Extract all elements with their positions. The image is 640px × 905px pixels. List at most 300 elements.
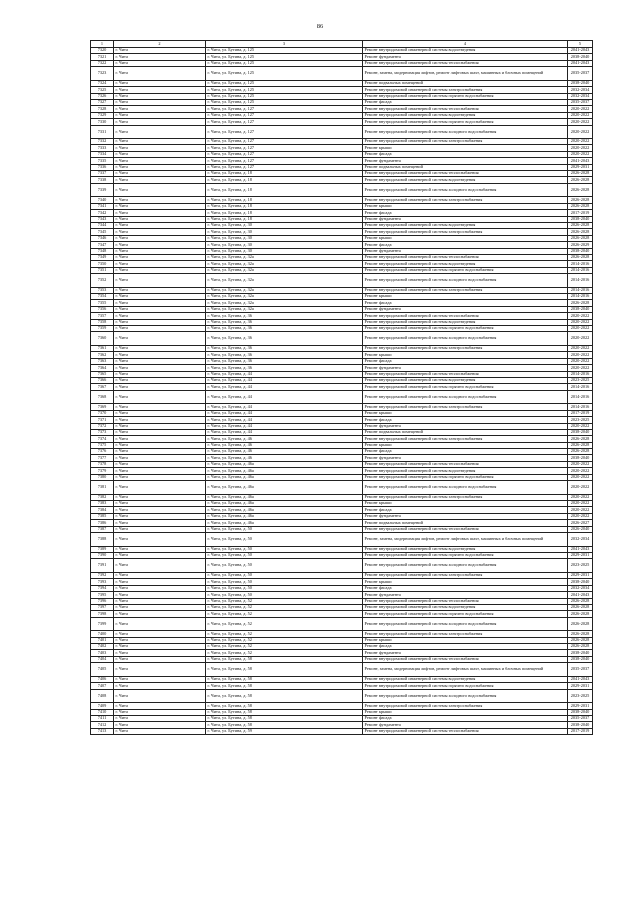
address-cell: г. Чита, ул. Бутина, д. 36 xyxy=(206,365,363,371)
locality-cell: г. Чита xyxy=(114,631,206,637)
row-number-cell: 7384 xyxy=(91,507,114,513)
locality-cell: г. Чита xyxy=(114,48,206,54)
period-cell: 2014-2016 xyxy=(568,404,593,410)
row-number-cell: 7331 xyxy=(91,125,114,139)
locality-cell: г. Чита xyxy=(114,319,206,325)
locality-cell: г. Чита xyxy=(114,384,206,390)
work-type-cell: Ремонт фасада xyxy=(363,449,568,455)
period-cell: 2020-2022 xyxy=(568,139,593,145)
address-cell: г. Чита, ул. Бутина, д. 58 xyxy=(206,703,363,709)
address-cell: г. Чита, ул. Бутина, д. 18 xyxy=(206,210,363,216)
work-type-cell: Ремонт фасада xyxy=(363,300,568,306)
period-cell: 2026-2028 xyxy=(568,436,593,442)
row-number-cell: 7370 xyxy=(91,410,114,416)
address-cell: г. Чита, ул. Бутина, д. 18 xyxy=(206,203,363,209)
locality-cell: г. Чита xyxy=(114,377,206,383)
row-number-cell: 7355 xyxy=(91,300,114,306)
work-type-cell: Ремонт внутридомовой инженерной системы горячего водоснабжения xyxy=(363,552,568,558)
address-cell: г. Чита, ул. Бутина, д. 32а xyxy=(206,287,363,293)
locality-cell: г. Чита xyxy=(114,592,206,598)
repair-schedule-table xyxy=(90,40,593,735)
work-type-cell: Ремонт внутридомовой инженерной системы электроснабжения xyxy=(363,436,568,442)
period-cell: 2020-2022 xyxy=(568,423,593,429)
period-cell: 2026-2028 xyxy=(568,598,593,604)
address-cell: г. Чита, ул. Бутина, д. 44 xyxy=(206,377,363,383)
address-cell: г. Чита, ул. Бутина, д. 59 xyxy=(206,728,363,734)
work-type-cell: Ремонт крыши xyxy=(363,501,568,507)
work-type-cell: Ремонт внутридомовой инженерной системы водоотведения xyxy=(363,222,568,228)
locality-cell: г. Чита xyxy=(114,80,206,86)
period-cell: 2020-2022 xyxy=(568,501,593,507)
locality-cell: г. Чита xyxy=(114,216,206,222)
work-type-cell: Ремонт внутридомовой инженерной системы электроснабжения xyxy=(363,631,568,637)
address-cell: г. Чита, ул. Бутина, д. 58 xyxy=(206,722,363,728)
period-cell: 2035-2037 xyxy=(568,715,593,721)
address-cell: г. Чита, ул. Бутина, д. 52 xyxy=(206,598,363,604)
row-number-cell: 7378 xyxy=(91,461,114,467)
address-cell: г. Чита, ул. Бутина, д. 52 xyxy=(206,611,363,617)
locality-cell: г. Чита xyxy=(114,417,206,423)
work-type-cell: Ремонт крыши xyxy=(363,294,568,300)
locality-cell: г. Чита xyxy=(114,294,206,300)
locality-cell: г. Чита xyxy=(114,164,206,170)
address-cell: г. Чита, ул. Бутина, д. 50 xyxy=(206,579,363,585)
row-number-cell: 7347 xyxy=(91,242,114,248)
period-cell: 2038-2040 xyxy=(568,650,593,656)
address-cell: г. Чита, ул. Бутина, д. 46 xyxy=(206,436,363,442)
address-cell: г. Чита, ул. Бутина, д. 18 xyxy=(206,216,363,222)
locality-cell: г. Чита xyxy=(114,151,206,157)
row-number-cell: 7351 xyxy=(91,267,114,273)
period-cell: 2020-2022 xyxy=(568,112,593,118)
locality-cell: г. Чита xyxy=(114,99,206,105)
period-cell: 2026-2040 xyxy=(568,526,593,532)
row-number-cell: 7327 xyxy=(91,99,114,105)
work-type-cell: Ремонт крыши xyxy=(363,579,568,585)
locality-cell: г. Чита xyxy=(114,455,206,461)
period-cell: 2020-2022 xyxy=(568,358,593,364)
row-number-cell: 7395 xyxy=(91,592,114,598)
address-cell: г. Чита, ул. Бутина, д. 32а xyxy=(206,254,363,260)
period-cell: 2029-2031 xyxy=(568,703,593,709)
row-number-cell: 7377 xyxy=(91,455,114,461)
address-cell: г. Чита, ул. Бутина, д. 52 xyxy=(206,650,363,656)
work-type-cell: Ремонт внутридомовой инженерной системы водоотведения xyxy=(363,112,568,118)
row-number-cell: 7339 xyxy=(91,183,114,197)
period-cell: 2026-2028 xyxy=(568,637,593,643)
work-type-cell: Ремонт внутридомовой инженерной системы водоотведения xyxy=(363,319,568,325)
locality-cell: г. Чита xyxy=(114,703,206,709)
period-cell: 2041-2043 xyxy=(568,60,593,66)
address-cell: г. Чита, ул. Бутина, д. 46а xyxy=(206,494,363,500)
period-cell: 2032-2034 xyxy=(568,87,593,93)
period-cell: 2026-2028 xyxy=(568,203,593,209)
work-type-cell: Ремонт крыши xyxy=(363,637,568,643)
locality-cell: г. Чита xyxy=(114,229,206,235)
work-type-cell: Ремонт внутридомовой инженерной системы электроснабжения xyxy=(363,287,568,293)
table-row xyxy=(91,728,593,734)
row-number-cell: 7410 xyxy=(91,709,114,715)
row-number-cell: 7321 xyxy=(91,54,114,60)
period-cell: 2020-2022 xyxy=(568,326,593,332)
column-header: 1 xyxy=(91,41,114,48)
work-type-cell: Ремонт внутридомовой инженерной системы водоотведения xyxy=(363,261,568,267)
locality-cell: г. Чита xyxy=(114,494,206,500)
address-cell: г. Чита, ул. Бутина, д. 52 xyxy=(206,644,363,650)
row-number-cell: 7357 xyxy=(91,313,114,319)
locality-cell: г. Чита xyxy=(114,210,206,216)
row-number-cell: 7354 xyxy=(91,294,114,300)
locality-cell: г. Чита xyxy=(114,371,206,377)
address-cell: г. Чита, ул. Бутина, д. 58 xyxy=(206,676,363,682)
row-number-cell: 7358 xyxy=(91,319,114,325)
row-number-cell: 7399 xyxy=(91,617,114,631)
locality-cell: г. Чита xyxy=(114,60,206,66)
row-number-cell: 7345 xyxy=(91,229,114,235)
address-cell: г. Чита, ул. Бутина, д. 46а xyxy=(206,474,363,480)
work-type-cell: Ремонт фундамента xyxy=(363,423,568,429)
row-number-cell: 7381 xyxy=(91,481,114,495)
locality-cell: г. Чита xyxy=(114,197,206,203)
locality-cell: г. Чита xyxy=(114,683,206,689)
row-number-cell: 7404 xyxy=(91,656,114,662)
row-number-cell: 7337 xyxy=(91,171,114,177)
row-number-cell: 7356 xyxy=(91,306,114,312)
work-type-cell: Ремонт внутридомовой инженерной системы водоотведения xyxy=(363,177,568,183)
row-number-cell: 7380 xyxy=(91,474,114,480)
work-type-cell: Ремонт фасада xyxy=(363,585,568,591)
period-cell: 2014-2016 xyxy=(568,371,593,377)
row-number-cell: 7389 xyxy=(91,546,114,552)
work-type-cell: Ремонт фундамента xyxy=(363,592,568,598)
row-number-cell: 7391 xyxy=(91,559,114,573)
work-type-cell: Ремонт внутридомовой инженерной системы теплоснабжения xyxy=(363,598,568,604)
work-type-cell: Ремонт внутридомовой инженерной системы горячего водоснабжения xyxy=(363,326,568,332)
locality-cell: г. Чита xyxy=(114,676,206,682)
locality-cell: г. Чита xyxy=(114,177,206,183)
address-cell: г. Чита, ул. Бутина, д. 32а xyxy=(206,300,363,306)
row-number-cell: 7326 xyxy=(91,93,114,99)
address-cell: г. Чита, ул. Бутина, д. 50 xyxy=(206,532,363,546)
work-type-cell: Ремонт внутридомовой инженерной системы теплоснабжения xyxy=(363,656,568,662)
locality-cell: г. Чита xyxy=(114,183,206,197)
period-cell: 2026-2028 xyxy=(568,300,593,306)
locality-cell: г. Чита xyxy=(114,267,206,273)
work-type-cell: Ремонт фасада xyxy=(363,644,568,650)
address-cell: г. Чита, ул. Бутина, д. 58 xyxy=(206,689,363,703)
work-type-cell: Ремонт внутридомовой инженерной системы холодного водоснабжения xyxy=(363,559,568,573)
address-cell: г. Чита, ул. Бутина, д. 18 xyxy=(206,183,363,197)
address-cell: г. Чита, ул. Бутина, д. 46а xyxy=(206,481,363,495)
period-cell: 2026-2028 xyxy=(568,631,593,637)
row-number-cell: 7372 xyxy=(91,423,114,429)
row-number-cell: 7361 xyxy=(91,346,114,352)
address-cell: г. Чита, ул. Бутина, д. 36 xyxy=(206,358,363,364)
address-cell: г. Чита, ул. Бутина, д. 46а xyxy=(206,501,363,507)
address-cell: г. Чита, ул. Бутина, д. 46а xyxy=(206,507,363,513)
locality-cell: г. Чита xyxy=(114,87,206,93)
row-number-cell: 7371 xyxy=(91,417,114,423)
address-cell: г. Чита, ул. Бутина, д. 52 xyxy=(206,604,363,610)
locality-cell: г. Чита xyxy=(114,54,206,60)
address-cell: г. Чита, ул. Бутина, д. 44 xyxy=(206,371,363,377)
work-type-cell: Ремонт фундамента xyxy=(363,455,568,461)
row-number-cell: 7403 xyxy=(91,650,114,656)
work-type-cell: Ремонт крыши xyxy=(363,235,568,241)
period-cell: 2020-2022 xyxy=(568,494,593,500)
work-type-cell: Ремонт внутридомовой инженерной системы теплоснабжения xyxy=(363,461,568,467)
row-number-cell: 7324 xyxy=(91,80,114,86)
row-number-cell: 7322 xyxy=(91,60,114,66)
work-type-cell: Ремонт фасада xyxy=(363,99,568,105)
work-type-cell: Ремонт внутридомовой инженерной системы горячего водоснабжения xyxy=(363,93,568,99)
address-cell: г. Чита, ул. Бутина, д. 18 xyxy=(206,197,363,203)
row-number-cell: 7387 xyxy=(91,526,114,532)
row-number-cell: 7346 xyxy=(91,235,114,241)
row-number-cell: 7401 xyxy=(91,637,114,643)
period-cell: 2035-2037 xyxy=(568,663,593,677)
row-number-cell: 7396 xyxy=(91,598,114,604)
locality-cell: г. Чита xyxy=(114,358,206,364)
row-number-cell: 7344 xyxy=(91,222,114,228)
table-row xyxy=(91,689,593,703)
address-cell: г. Чита, ул. Бутина, д. 127 xyxy=(206,151,363,157)
period-cell: 2038-2040 xyxy=(568,80,593,86)
locality-cell: г. Чита xyxy=(114,93,206,99)
address-cell: г. Чита, ул. Бутина, д. 125 xyxy=(206,67,363,81)
locality-cell: г. Чита xyxy=(114,390,206,404)
address-cell: г. Чита, ул. Бутина, д. 50 xyxy=(206,526,363,532)
locality-cell: г. Чита xyxy=(114,449,206,455)
row-number-cell: 7334 xyxy=(91,151,114,157)
address-cell: г. Чита, ул. Бутина, д. 44 xyxy=(206,423,363,429)
locality-cell: г. Чита xyxy=(114,474,206,480)
period-cell: 2029-2031 xyxy=(568,683,593,689)
address-cell: г. Чита, ул. Бутина, д. 125 xyxy=(206,80,363,86)
period-cell: 2023-2025 xyxy=(568,689,593,703)
period-cell: 2020-2022 xyxy=(568,481,593,495)
row-number-cell: 7368 xyxy=(91,390,114,404)
address-cell: г. Чита, ул. Бутина, д. 58 xyxy=(206,656,363,662)
period-cell: 2026-2028 xyxy=(568,222,593,228)
address-cell: г. Чита, ул. Бутина, д. 127 xyxy=(206,119,363,125)
address-cell: г. Чита, ул. Бутина, д. 44 xyxy=(206,384,363,390)
address-cell: г. Чита, ул. Бутина, д. 125 xyxy=(206,54,363,60)
locality-cell: г. Чита xyxy=(114,306,206,312)
row-number-cell: 7386 xyxy=(91,520,114,526)
work-type-cell: Ремонт фундамента xyxy=(363,513,568,519)
period-cell: 2038-2040 xyxy=(568,216,593,222)
period-cell: 2020-2022 xyxy=(568,319,593,325)
work-type-cell: Ремонт фасада xyxy=(363,210,568,216)
row-number-cell: 7338 xyxy=(91,177,114,183)
address-cell: г. Чита, ул. Бутина, д. 46а xyxy=(206,468,363,474)
address-cell: г. Чита, ул. Бутина, д. 18 xyxy=(206,177,363,183)
period-cell: 2032-2034 xyxy=(568,93,593,99)
period-cell: 2020-2022 xyxy=(568,461,593,467)
work-type-cell: Ремонт внутридомовой инженерной системы горячего водоснабжения xyxy=(363,611,568,617)
locality-cell: г. Чита xyxy=(114,352,206,358)
work-type-cell: Ремонт внутридомовой инженерной системы электроснабжения xyxy=(363,404,568,410)
locality-cell: г. Чита xyxy=(114,663,206,677)
locality-cell: г. Чита xyxy=(114,254,206,260)
address-cell: г. Чита, ул. Бутина, д. 50 xyxy=(206,592,363,598)
row-number-cell: 7383 xyxy=(91,501,114,507)
row-number-cell: 7341 xyxy=(91,203,114,209)
row-number-cell: 7402 xyxy=(91,644,114,650)
row-number-cell: 7320 xyxy=(91,48,114,54)
period-cell: 2041-2043 xyxy=(568,158,593,164)
period-cell: 2038-2040 xyxy=(568,248,593,254)
locality-cell: г. Чита xyxy=(114,461,206,467)
address-cell: г. Чита, ул. Бутина, д. 52 xyxy=(206,637,363,643)
address-cell: г. Чита, ул. Бутина, д. 32а xyxy=(206,306,363,312)
period-cell: 2026-2028 xyxy=(568,183,593,197)
address-cell: г. Чита, ул. Бутина, д. 58 xyxy=(206,709,363,715)
work-type-cell: Ремонт внутридомовой инженерной системы водоотведения xyxy=(363,468,568,474)
locality-cell: г. Чита xyxy=(114,637,206,643)
work-type-cell: Ремонт фундамента xyxy=(363,365,568,371)
address-cell: г. Чита, ул. Бутина, д. 125 xyxy=(206,93,363,99)
row-number-cell: 7412 xyxy=(91,722,114,728)
work-type-cell: Ремонт фундамента xyxy=(363,248,568,254)
locality-cell: г. Чита xyxy=(114,112,206,118)
address-cell: г. Чита, ул. Бутина, д. 36 xyxy=(206,332,363,346)
address-cell: г. Чита, ул. Бутина, д. 30 xyxy=(206,242,363,248)
work-type-cell: Ремонт внутридомовой инженерной системы горячего водоснабжения xyxy=(363,474,568,480)
table-row xyxy=(91,559,593,573)
row-number-cell: 7406 xyxy=(91,676,114,682)
locality-cell: г. Чита xyxy=(114,617,206,631)
table-row xyxy=(91,617,593,631)
locality-cell: г. Чита xyxy=(114,546,206,552)
work-type-cell: Ремонт внутридомовой инженерной системы холодного водоснабжения xyxy=(363,332,568,346)
work-type-cell: Ремонт фундамента xyxy=(363,158,568,164)
address-cell: г. Чита, ул. Бутина, д. 50 xyxy=(206,552,363,558)
row-number-cell: 7350 xyxy=(91,261,114,267)
period-cell: 2035-2037 xyxy=(568,99,593,105)
row-number-cell: 7363 xyxy=(91,358,114,364)
work-type-cell: Ремонт внутридомовой инженерной системы водоотведения xyxy=(363,546,568,552)
period-cell: 2026-2028 xyxy=(568,229,593,235)
locality-cell: г. Чита xyxy=(114,365,206,371)
row-number-cell: 7375 xyxy=(91,442,114,448)
address-cell: г. Чита, ул. Бутина, д. 52 xyxy=(206,617,363,631)
work-type-cell: Ремонт внутридомовой инженерной системы холодного водоснабжения xyxy=(363,183,568,197)
address-cell: г. Чита, ул. Бутина, д. 36 xyxy=(206,346,363,352)
locality-cell: г. Чита xyxy=(114,689,206,703)
work-type-cell: Ремонт фасада xyxy=(363,358,568,364)
address-cell: г. Чита, ул. Бутина, д. 30 xyxy=(206,235,363,241)
locality-cell: г. Чита xyxy=(114,242,206,248)
work-type-cell: Ремонт внутридомовой инженерной системы теплоснабжения xyxy=(363,313,568,319)
address-cell: г. Чита, ул. Бутина, д. 125 xyxy=(206,60,363,66)
table-row xyxy=(91,274,593,288)
row-number-cell: 7397 xyxy=(91,604,114,610)
locality-cell: г. Чита xyxy=(114,158,206,164)
row-number-cell: 7398 xyxy=(91,611,114,617)
address-cell: г. Чита, ул. Бутина, д. 58 xyxy=(206,663,363,677)
locality-cell: г. Чита xyxy=(114,125,206,139)
work-type-cell: Ремонт фундамента xyxy=(363,722,568,728)
address-cell: г. Чита, ул. Бутина, д. 32а xyxy=(206,274,363,288)
work-type-cell: Ремонт внутридомовой инженерной системы холодного водоснабжения xyxy=(363,390,568,404)
address-cell: г. Чита, ул. Бутина, д. 50 xyxy=(206,546,363,552)
address-cell: г. Чита, ул. Бутина, д. 46а xyxy=(206,520,363,526)
period-cell: 2032-2034 xyxy=(568,532,593,546)
locality-cell: г. Чита xyxy=(114,644,206,650)
row-number-cell: 7400 xyxy=(91,631,114,637)
work-type-cell: Ремонт фасада xyxy=(363,715,568,721)
address-cell: г. Чита, ул. Бутина, д. 50 xyxy=(206,559,363,573)
locality-cell: г. Чита xyxy=(114,423,206,429)
work-type-cell: Ремонт внутридомовой инженерной системы электроснабжения xyxy=(363,494,568,500)
row-number-cell: 7390 xyxy=(91,552,114,558)
address-cell: г. Чита, ул. Бутина, д. 30 xyxy=(206,222,363,228)
work-type-cell: Ремонт внутридомовой инженерной системы холодного водоснабжения xyxy=(363,617,568,631)
work-type-cell: Ремонт внутридомовой инженерной системы электроснабжения xyxy=(363,703,568,709)
address-cell: г. Чита, ул. Бутина, д. 125 xyxy=(206,87,363,93)
work-type-cell: Ремонт внутридомовой инженерной системы теплоснабжения xyxy=(363,254,568,260)
locality-cell: г. Чита xyxy=(114,274,206,288)
work-type-cell: Ремонт внутридомовой инженерной системы теплоснабжения xyxy=(363,526,568,532)
period-cell: 2041-2043 xyxy=(568,676,593,682)
locality-cell: г. Чита xyxy=(114,436,206,442)
address-cell: г. Чита, ул. Бутина, д. 44 xyxy=(206,390,363,404)
address-cell: г. Чита, ул. Бутина, д. 50 xyxy=(206,572,363,578)
period-cell: 2014-2016 xyxy=(568,274,593,288)
row-number-cell: 7364 xyxy=(91,365,114,371)
table-row xyxy=(91,663,593,677)
work-type-cell: Ремонт крыши xyxy=(363,203,568,209)
locality-cell: г. Чита xyxy=(114,300,206,306)
address-cell: г. Чита, ул. Бутина, д. 44 xyxy=(206,404,363,410)
address-cell: г. Чита, ул. Бутина, д. 127 xyxy=(206,125,363,139)
work-type-cell: Ремонт фундамента xyxy=(363,216,568,222)
period-cell: 2020-2022 xyxy=(568,119,593,125)
period-cell: 2020-2022 xyxy=(568,151,593,157)
row-number-cell: 7349 xyxy=(91,254,114,260)
work-type-cell: Ремонт фундамента xyxy=(363,54,568,60)
locality-cell: г. Чита xyxy=(114,520,206,526)
period-cell: 2023-2025 xyxy=(568,417,593,423)
work-type-cell: Ремонт внутридомовой инженерной системы теплоснабжения xyxy=(363,60,568,66)
locality-cell: г. Чита xyxy=(114,526,206,532)
row-number-cell: 7413 xyxy=(91,728,114,734)
locality-cell: г. Чита xyxy=(114,313,206,319)
row-number-cell: 7328 xyxy=(91,106,114,112)
row-number-cell: 7360 xyxy=(91,332,114,346)
period-cell: 2038-2040 xyxy=(568,455,593,461)
row-number-cell: 7392 xyxy=(91,572,114,578)
address-cell: г. Чита, ул. Бутина, д. 44 xyxy=(206,429,363,435)
address-cell: г. Чита, ул. Бутина, д. 58 xyxy=(206,683,363,689)
period-cell: 2017-2019 xyxy=(568,410,593,416)
work-type-cell: Ремонт внутридомовой инженерной системы электроснабжения xyxy=(363,139,568,145)
period-cell: 2029-2031 xyxy=(568,164,593,170)
row-number-cell: 7340 xyxy=(91,197,114,203)
column-header: 5 xyxy=(568,41,593,48)
address-cell: г. Чита, ул. Бутина, д. 44 xyxy=(206,417,363,423)
locality-cell: г. Чита xyxy=(114,598,206,604)
work-type-cell: Ремонт подвальных помещений xyxy=(363,520,568,526)
address-cell: г. Чита, ул. Бутина, д. 32а xyxy=(206,261,363,267)
locality-cell: г. Чита xyxy=(114,604,206,610)
work-type-cell: Ремонт фасада xyxy=(363,417,568,423)
locality-cell: г. Чита xyxy=(114,442,206,448)
period-cell: 2026-2028 xyxy=(568,442,593,448)
locality-cell: г. Чита xyxy=(114,346,206,352)
